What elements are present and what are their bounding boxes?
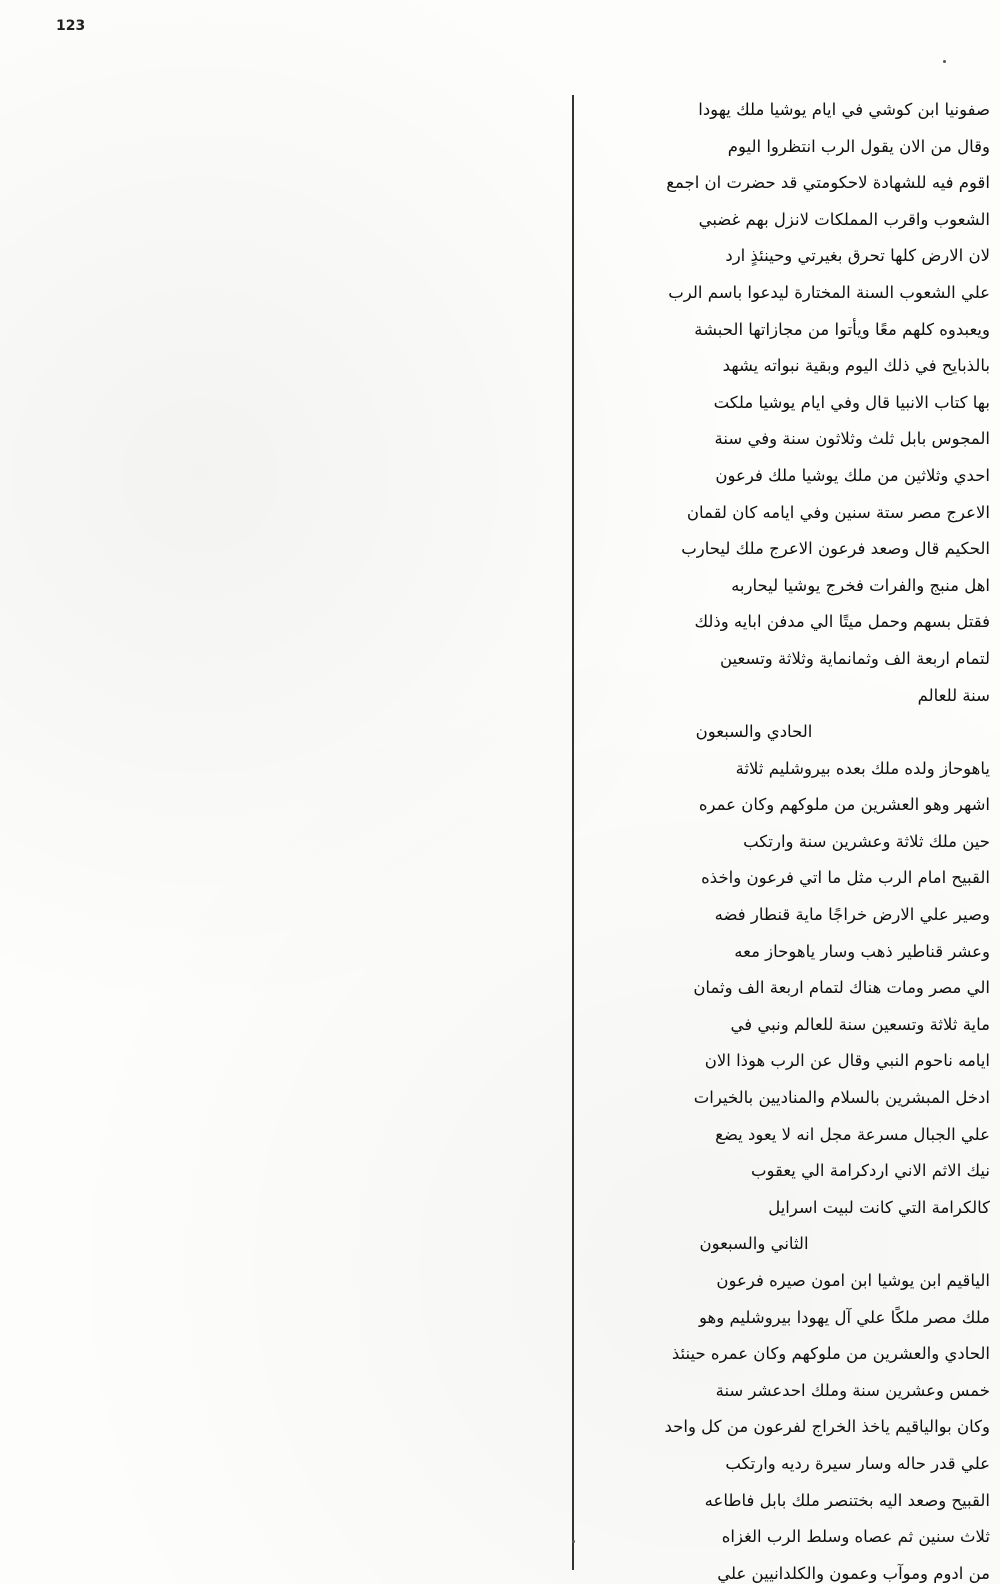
text-line: الحادي والعشرين من ملوكهم وكان عمره حينئذ: [671, 1344, 990, 1364]
text-line: فقتل بسهم وحمل ميتًا الي مدفن ابايه وذلك: [694, 612, 990, 632]
text-line: وقال من الان يقول الرب انتظروا اليوم: [727, 136, 990, 156]
text-line: ثلاث سنين ثم عصاه وسلط الرب الغزاه: [721, 1527, 990, 1547]
text-line: الحكيم قال وصعد فرعون الاعرج ملك ليحارب: [681, 539, 990, 559]
text-line: ماية ثلاثة وتسعين سنة للعالم ونبي في: [730, 1014, 990, 1034]
text-line: الاعرج مصر ستة سنين وفي ايامه كان لقمان: [686, 502, 990, 522]
text-line: المجوس بابل ثلث وثلاثون سنة وفي سنة: [714, 429, 990, 449]
text-line: صفونيا ابن كوشي في ايام يوشيا ملك يهودا: [698, 100, 990, 119]
text-line: ادخل المبشرين بالسلام والمناديين بالخيرات: [693, 1088, 990, 1108]
text-line: علي قدر حاله وسار سيرة رديه وارتكب: [725, 1453, 990, 1473]
text-line: الشعوب واقرب المملكات لانزل بهم غضبي: [698, 209, 990, 229]
text-line: بها كتاب الانبيا قال وفي ايام يوشيا ملكت: [713, 392, 990, 412]
text-line: علي الجبال مسرعة مجل انه لا يعود يضع: [715, 1124, 990, 1144]
text-line: وكان بوالياقيم ياخذ الخراج لفرعون من كل واحد: [664, 1417, 990, 1437]
text-line: ياهوحاز ولده ملك بعده بيروشليم ثلاثة: [735, 758, 990, 778]
text-line: اشهر وهو العشرين من ملوكهم وكان عمره: [698, 795, 990, 815]
ink-speck: [943, 60, 946, 63]
text-line: ويعبدوه كلهم معًا ويأتوا من مجازاتها الحبشة: [694, 319, 990, 339]
text-line: خمس وعشرين سنة وملك احدعشر سنة: [715, 1380, 990, 1400]
text-line: بالذبايح في ذلك اليوم وبقية نبواته يشهد: [722, 356, 990, 376]
text-line: ايامه ناحوم النبي وقال عن الرب هوذا الان: [704, 1051, 990, 1071]
text-line: احدي وثلاثين من ملك يوشيا ملك فرعون: [715, 465, 990, 485]
text-line: وعشر قناطير ذهب وسار ياهوحاز معه: [734, 941, 990, 961]
section-heading: الحادي والسبعون: [695, 722, 813, 742]
text-line: وصير علي الارض خراجًا ماية قنطار فضه: [714, 905, 990, 925]
text-line: علي الشعوب السنة المختارة ليدعوا باسم الرب: [668, 282, 990, 302]
page-number: 123: [56, 18, 86, 34]
ink-speck: [572, 1540, 575, 1543]
text-line: الي مصر ومات هناك لتمام اربعة الف وثمان: [693, 978, 990, 998]
text-column: [578, 92, 990, 1583]
text-line: الياقيم ابن يوشيا ابن امون صيره فرعون: [716, 1271, 990, 1290]
margin-rule: [572, 95, 574, 1570]
text-line: نيك الاثم الاني اردكرامة الي يعقوب: [750, 1161, 990, 1181]
text-line: سنة للعالم: [917, 685, 990, 705]
text-line: حين ملك ثلاثة وعشرين سنة وارتكب: [743, 831, 990, 851]
text-line: القبيح وصعد اليه بختنصر ملك بابل فاطاعه: [704, 1490, 990, 1510]
text-line: من ادوم وموآب وعمون والكلدانيين علي: [717, 1563, 990, 1583]
text-line: اهل منبج والفرات فخرج يوشيا ليحاربه: [731, 575, 990, 595]
text-line: لان الارض كلها تحرق بغيرتي وحينئذٍ ارد: [725, 246, 990, 266]
section-heading: الثاني والسبعون: [699, 1234, 809, 1254]
text-line: اقوم فيه للشهادة لاحكومتي قد حضرت ان اجمع: [666, 173, 990, 193]
text-line: لتمام اربعة الف وثمانماية وثلاثة وتسعين: [719, 648, 990, 668]
text-line: كالكرامة التي كانت لبيت اسرايل: [768, 1197, 990, 1217]
text-line: ملك مصر ملكًا علي آل يهودا بيروشليم وهو: [699, 1307, 990, 1327]
text-line: القبيح امام الرب مثل ما اتي فرعون واخذه: [701, 868, 990, 888]
